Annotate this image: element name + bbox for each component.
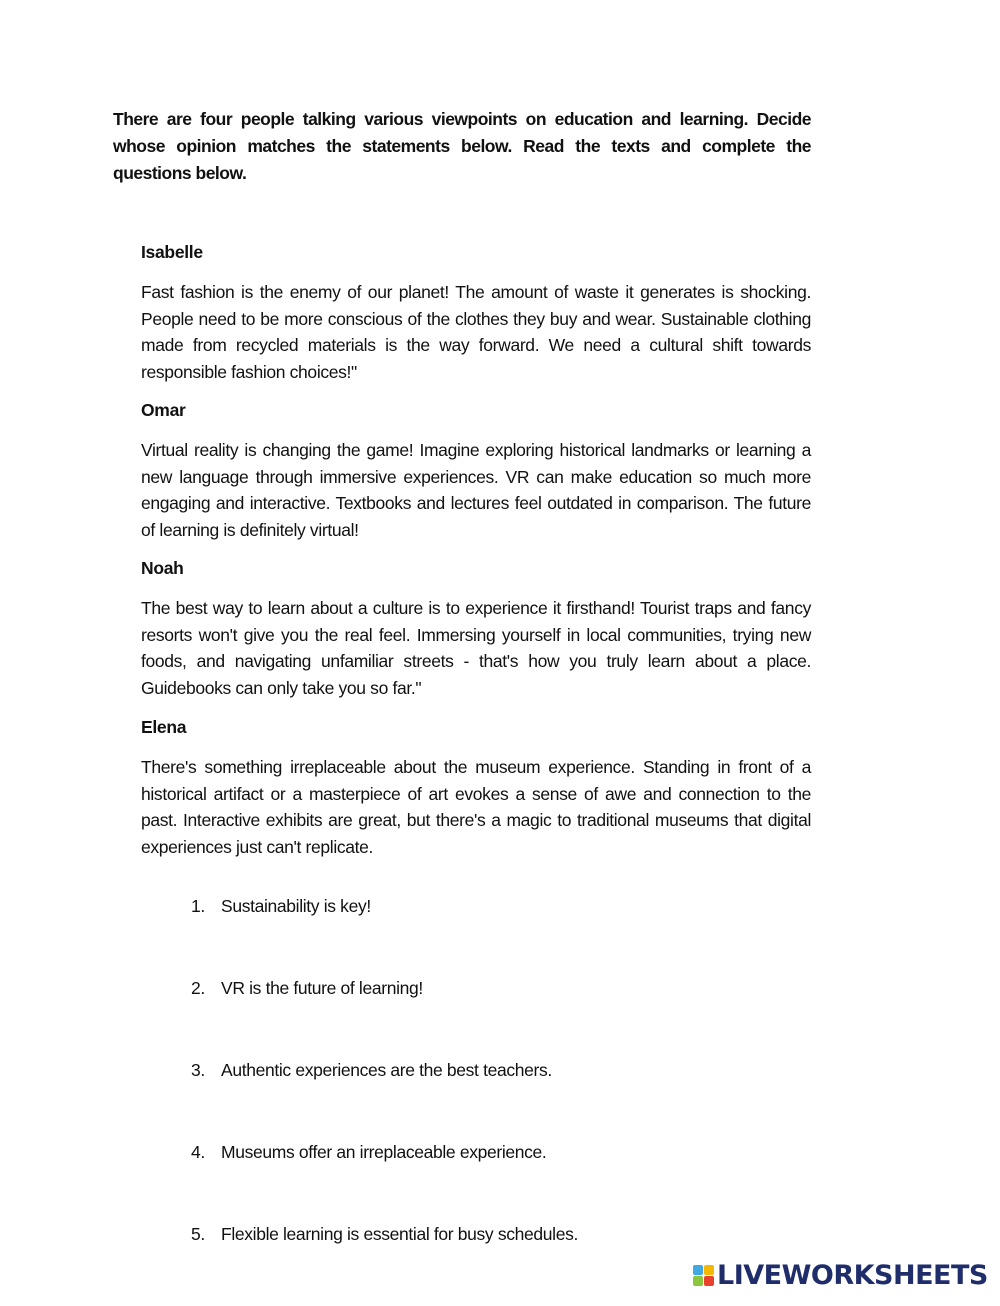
speaker-text: Virtual reality is changing the game! Imagine exploring historical landmarks or learning a new language through immersive experiences. VR can make education so much more engaging and interactive. Textbooks and lectures feel outdated in comparison. The future of learning is definitely virtual! <box>141 440 811 540</box>
speaker-text: The best way to learn about a culture is to experience it firsthand! Tourist traps and fancy resorts won't give you the real feel. Immersing yourself in local communities, trying new foods, and navigating unfamiliar streets - that's how you truly learn about a place. Guidebooks can only take you so far." <box>141 598 811 698</box>
speaker-name: Elena <box>141 717 187 737</box>
question-list <box>191 896 791 1306</box>
logo-mark-cell <box>704 1276 714 1286</box>
instructions: There are four people talking various viewpoints on education and learning. Decide whose opinion matches the statements below. Read the texts and complete the questions below. <box>113 109 811 183</box>
question-text: Sustainability is key! <box>221 896 371 916</box>
question-text: Authentic experiences are the best teachers. <box>221 1060 552 1080</box>
question-item <box>191 1060 791 1142</box>
speaker-text: Fast fashion is the enemy of our planet! The amount of waste it generates is shocking. People need to be more conscious of the clothes they buy and wear. Sustainable clothing made from recycled materials is the way forward. We need a cultural shift towards responsible fashion choices!" <box>141 282 811 382</box>
question-item <box>191 1142 791 1224</box>
question-text: Flexible learning is essential for busy schedules. <box>221 1224 578 1244</box>
question-item <box>191 896 791 978</box>
question-number: 1. <box>191 896 205 916</box>
speaker-name: Noah <box>141 558 184 578</box>
speaker-name: Isabelle <box>141 242 203 262</box>
question-number: 2. <box>191 978 205 998</box>
logo-mark-cell <box>693 1265 703 1275</box>
speaker-text: There's something irreplaceable about the museum experience. Standing in front of a historical artifact or a masterpiece of art evokes a sense of awe and connection to the past. Interactive exhibits are great, but there's a magic to traditional museums that digital experiences just can't replicate. <box>141 757 811 857</box>
question-item <box>191 978 791 1060</box>
question-text: VR is the future of learning! <box>221 978 423 998</box>
logo-text: LIVEWORKSHEETS <box>717 1260 988 1291</box>
speaker-name: Omar <box>141 400 186 420</box>
logo-mark-cell <box>704 1265 714 1275</box>
question-number: 3. <box>191 1060 205 1080</box>
liveworksheets-logo <box>693 1260 988 1291</box>
question-number: 5. <box>191 1224 205 1244</box>
logo-mark-cell <box>693 1276 703 1286</box>
question-number: 4. <box>191 1142 205 1162</box>
question-text: Museums offer an irreplaceable experience. <box>221 1142 547 1162</box>
liveworksheets-mark-icon <box>693 1265 714 1286</box>
